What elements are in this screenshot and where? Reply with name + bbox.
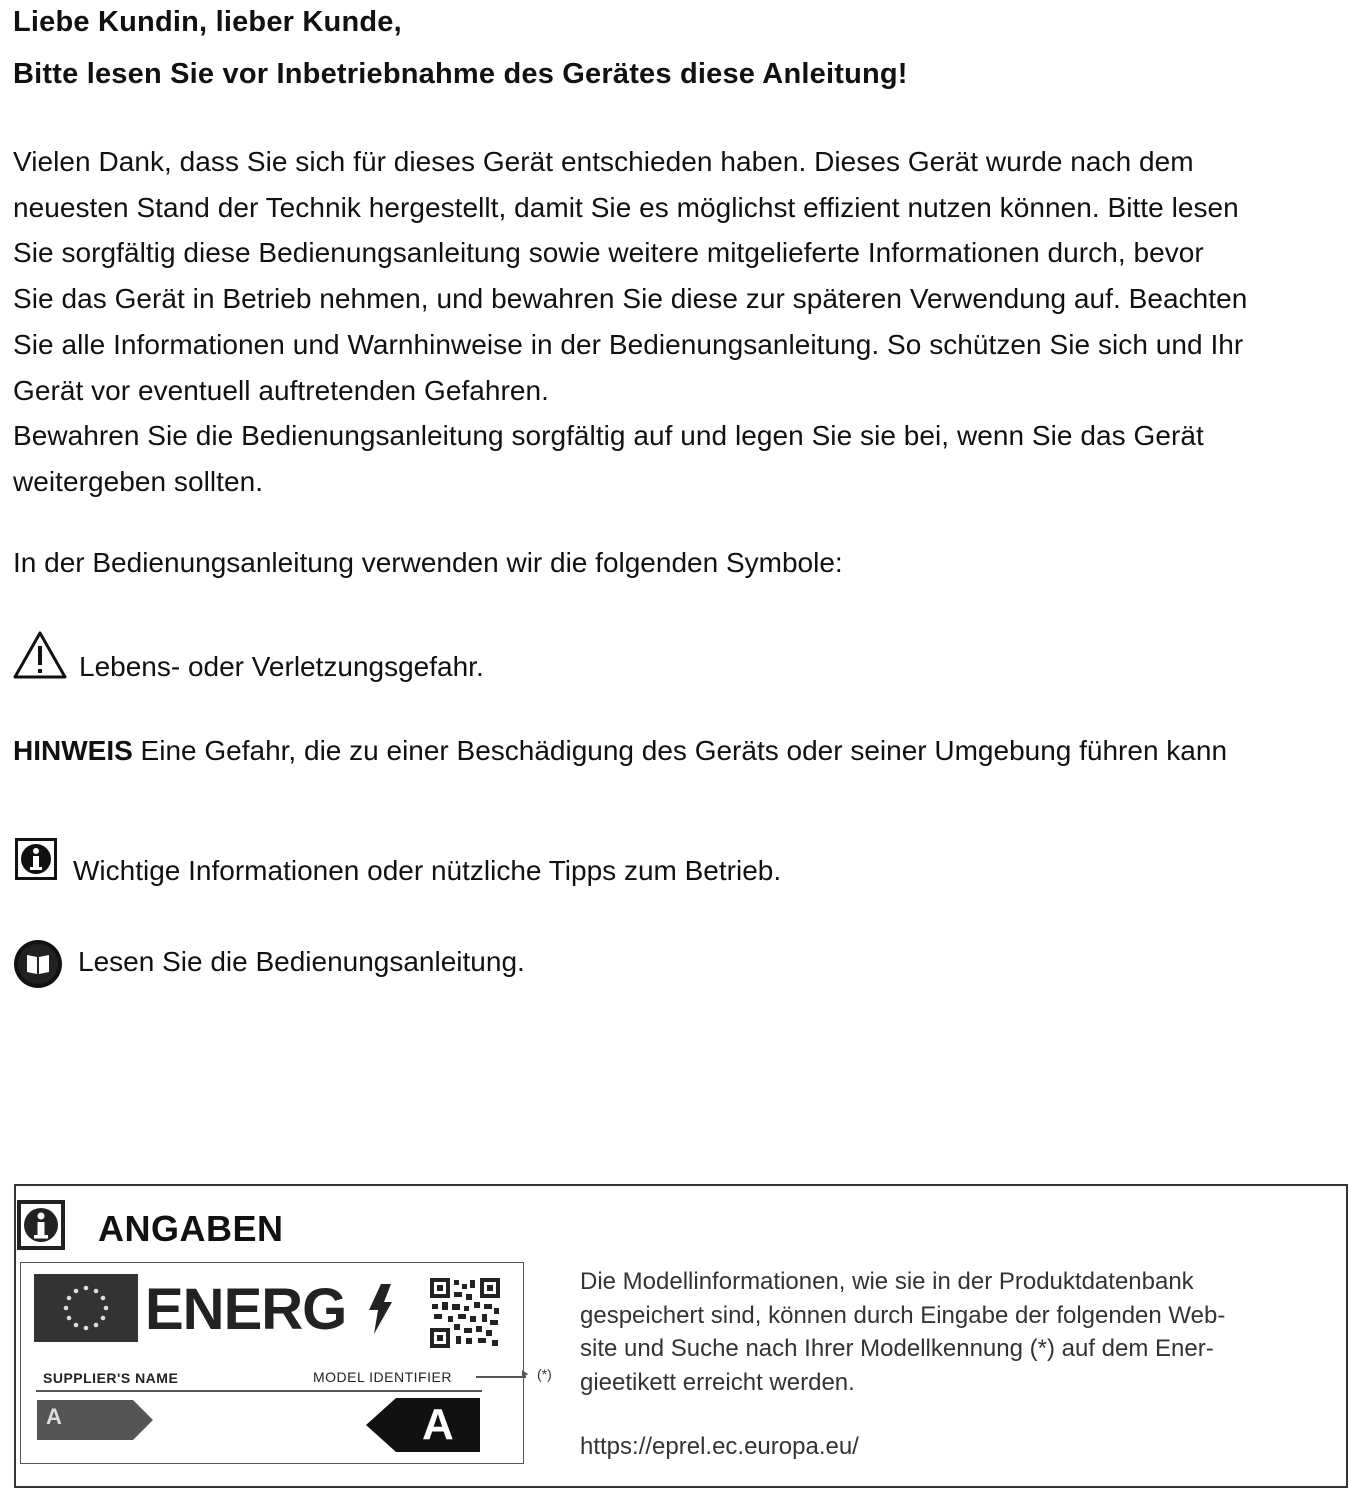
intro-line: Gerät vor eventuell auftretenden Gefahren. (13, 374, 549, 406)
model-identifier-label: MODEL IDENTIFIER (313, 1369, 452, 1385)
intro-line: Sie alle Informationen und Warnhinweise in der Bedienungsanleitung. So schützen Sie sich und Ihr (13, 328, 1244, 360)
lightning-icon (368, 1284, 392, 1334)
book-icon (10, 937, 66, 991)
eu-flag-icon (34, 1274, 138, 1342)
class-right-letter: A (422, 1400, 454, 1449)
intro-paragraph (13, 139, 1353, 505)
energy-word: ENERG (145, 1277, 347, 1342)
intro-line: Sie sorgfältig diese Bedienungsanleitung sowie weitere mitgelieferte Informationen durch, bevor (13, 237, 1204, 269)
intro-line: Sie das Gerät in Betrieb nehmen, und bewahren Sie diese zur späteren Verwendung auf. Beachten (13, 283, 1248, 315)
eprel-link[interactable]: https://eprel.ec.europa.eu/ (580, 1433, 859, 1460)
description-line: gieetikett erreicht werden. (580, 1368, 855, 1396)
intro-line: Vielen Dank, dass Sie sich für dieses Gerät entschieden haben. Dieses Gerät wurde nach dem (13, 146, 1194, 177)
intro-line: weitergeben sollten. (13, 465, 264, 497)
instruction-heading: Bitte lesen Sie vor Inbetriebnahme des Gerätes diese Anleitung! (13, 58, 908, 90)
hinweis-row (13, 735, 1227, 767)
model-marker: (*) (537, 1366, 552, 1382)
qr-code-icon (430, 1278, 500, 1348)
arrow-head-icon (522, 1370, 528, 1378)
info-icon (17, 1200, 65, 1250)
supplier-name-label: SUPPLIER'S NAME (43, 1370, 179, 1386)
intro-line: Bewahren Sie die Bedienungsanleitung sorgfältig auf und legen Sie sie bei, wenn Sie das Gerät (13, 420, 1204, 452)
description-line: site und Suche nach Ihrer Modellkennung (*) auf dem Ener- (580, 1335, 1214, 1362)
label-divider (36, 1390, 482, 1392)
angaben-title: ANGABEN (98, 1208, 284, 1249)
hinweis-label: HINWEIS (13, 735, 133, 766)
hinweis-text: Eine Gefahr, die zu einer Beschädigung des Geräts oder seiner Umgebung führen kann (132, 735, 1228, 766)
intro-line: neuesten Stand der Technik hergestellt, damit Sie es möglichst effizient nutzen können. Bitte lesen (13, 191, 1239, 223)
description-line: gespeichert sind, können durch Eingabe der folgenden Web- (580, 1301, 1226, 1329)
arrow-line (476, 1376, 526, 1378)
warning-triangle-icon (12, 630, 68, 680)
info-icon (15, 838, 57, 880)
model-info-description (580, 1265, 1340, 1399)
description-line: Die Modellinformationen, wie sie in der Produktdatenbank (580, 1268, 1194, 1295)
greeting-heading: Liebe Kundin, lieber Kunde, (13, 6, 402, 38)
symbols-intro: In der Bedienungsanleitung verwenden wir die folgenden Symbole: (13, 547, 843, 578)
manual-text: Lesen Sie die Bedienungsanleitung. (78, 946, 525, 977)
info-text: Wichtige Informationen oder nützliche Tipps zum Betrieb. (73, 855, 782, 886)
warning-text: Lebens- oder Verletzungsgefahr. (79, 651, 484, 682)
class-left-letter: A (46, 1404, 62, 1429)
